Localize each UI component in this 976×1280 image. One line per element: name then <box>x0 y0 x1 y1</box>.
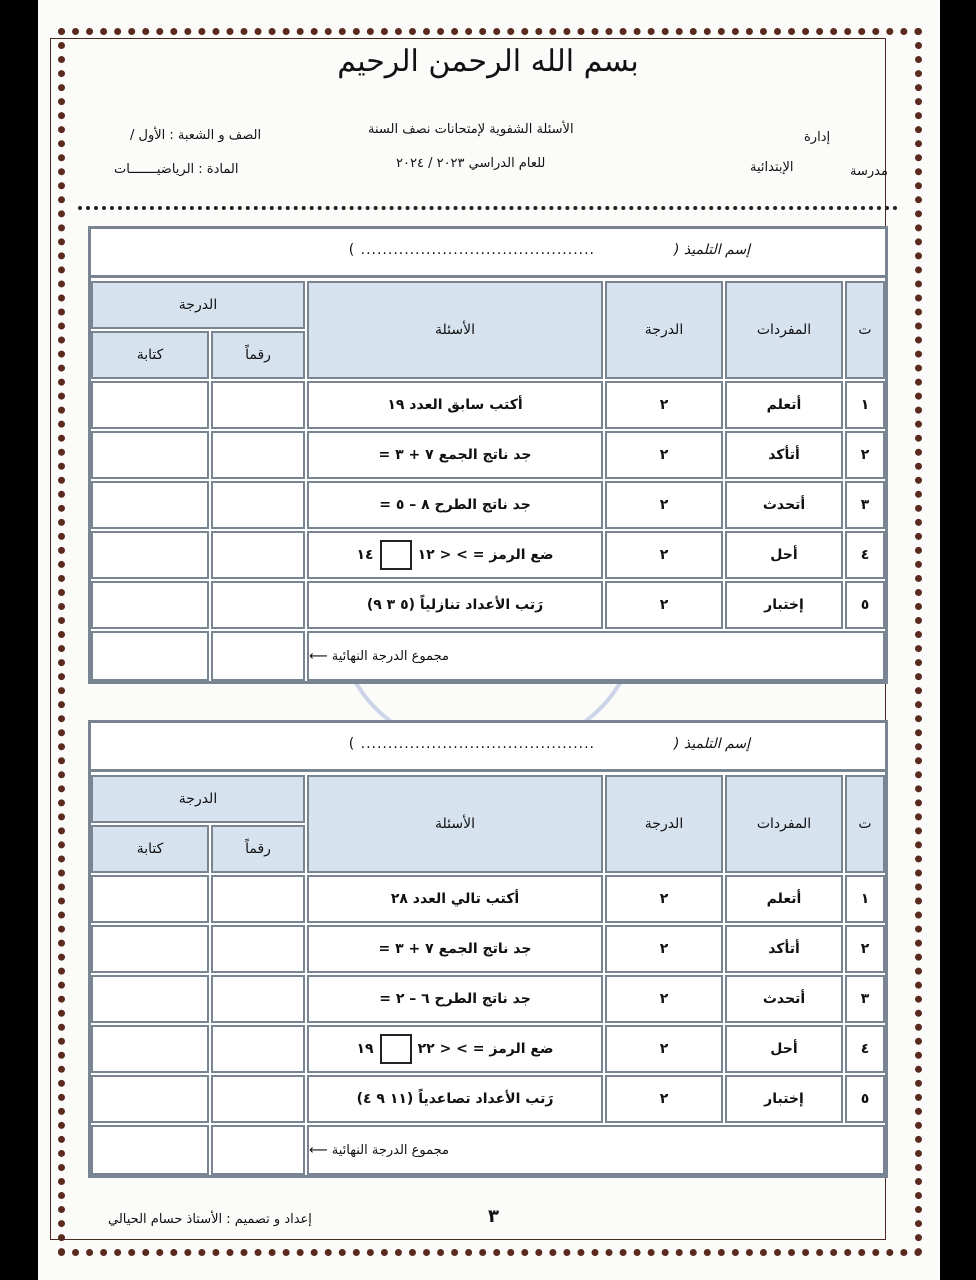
row-item: إختبار <box>725 581 843 629</box>
score-words-header: كتابة <box>91 331 209 379</box>
row-grade: ٢ <box>605 431 723 479</box>
subject-label: المادة : الرياضيـــــــات <box>114 162 239 177</box>
row-grade: ٢ <box>605 875 723 923</box>
question-number: ١٤ <box>356 547 374 563</box>
school-label: مدرسة <box>850 164 888 179</box>
questions-header: الأسئلة <box>307 281 603 379</box>
row-item: أحل <box>725 1025 843 1073</box>
row-item: أتأكد <box>725 431 843 479</box>
student-name-label: إسم التلميذ ( <box>674 736 750 752</box>
score-words-cell[interactable] <box>91 1075 209 1123</box>
row-number: ١ <box>845 875 885 923</box>
row-grade: ٢ <box>605 481 723 529</box>
question-text: ضع الرمز = > < ١٢ <box>417 547 554 563</box>
questions-header: الأسئلة <box>307 775 603 873</box>
answer-box[interactable] <box>380 1034 412 1064</box>
student-name-field[interactable]: ........................................... ) <box>348 736 595 752</box>
row-grade: ٢ <box>605 975 723 1023</box>
row-item: أتعلم <box>725 875 843 923</box>
student-name-field[interactable]: ........................................... ) <box>348 242 595 258</box>
row-question: جد ناتج الجمع ٧ + ٣ = <box>307 925 603 973</box>
student-name-row <box>91 229 885 278</box>
header-separator <box>78 206 898 210</box>
score-numbers-cell[interactable] <box>211 925 305 973</box>
seq-header: ت <box>845 281 885 379</box>
score-numbers-header: رقماً <box>211 331 305 379</box>
score-numbers-cell[interactable] <box>211 431 305 479</box>
row-item: إختبار <box>725 1075 843 1123</box>
score-numbers-cell[interactable] <box>211 481 305 529</box>
score-numbers-cell[interactable] <box>211 875 305 923</box>
row-number: ٣ <box>845 975 885 1023</box>
row-question: أكتب تالي العدد ٢٨ <box>307 875 603 923</box>
row-grade: ٢ <box>605 581 723 629</box>
score-words-cell[interactable] <box>91 481 209 529</box>
row-question <box>307 531 603 579</box>
row-grade: ٢ <box>605 381 723 429</box>
score-numbers-cell[interactable] <box>211 1025 305 1073</box>
items-header: المفردات <box>725 775 843 873</box>
school-type: الإبتدائية <box>750 160 794 175</box>
score-header: الدرجة <box>91 281 305 329</box>
row-question: جد ناتج الطرح ٨ – ٥ = <box>307 481 603 529</box>
student-name-label: إسم التلميذ ( <box>674 242 750 258</box>
score-numbers-cell[interactable] <box>211 1075 305 1123</box>
score-numbers-cell[interactable] <box>211 381 305 429</box>
row-grade: ٢ <box>605 531 723 579</box>
row-item: أتعلم <box>725 381 843 429</box>
score-words-cell[interactable] <box>91 925 209 973</box>
row-item: أتحدث <box>725 975 843 1023</box>
score-numbers-cell[interactable] <box>211 581 305 629</box>
score-words-cell[interactable] <box>91 431 209 479</box>
score-words-cell[interactable] <box>91 1025 209 1073</box>
answer-box[interactable] <box>380 540 412 570</box>
grade-header: الدرجة <box>605 775 723 873</box>
row-grade: ٢ <box>605 1025 723 1073</box>
row-item: أتأكد <box>725 925 843 973</box>
student-name-row <box>91 723 885 772</box>
row-number: ٣ <box>845 481 885 529</box>
question-number: ١٩ <box>356 1041 374 1057</box>
row-number: ٤ <box>845 531 885 579</box>
row-number: ١ <box>845 381 885 429</box>
score-numbers-cell[interactable] <box>211 531 305 579</box>
administration-label: إدارة <box>804 130 831 145</box>
row-question: أكتب سابق العدد ١٩ <box>307 381 603 429</box>
academic-year: للعام الدراسي ٢٠٢٣ / ٢٠٢٤ <box>396 156 546 171</box>
score-words-cell[interactable] <box>91 975 209 1023</box>
row-item: أتحدث <box>725 481 843 529</box>
score-words-cell[interactable] <box>91 581 209 629</box>
exam-title: الأسئلة الشفوية لإمتحانات نصف السنة <box>368 122 574 137</box>
score-header: الدرجة <box>91 775 305 823</box>
credit-line: إعداد و تصميم : الأستاذ حسام الحيالي <box>108 1212 312 1227</box>
total-numbers-cell[interactable] <box>211 1125 305 1175</box>
row-question: رَتب الأعداد تصاعدياً (١١ ٩ ٤) <box>307 1075 603 1123</box>
exam-sheet-2 <box>88 720 888 1178</box>
row-number: ٤ <box>845 1025 885 1073</box>
score-words-cell[interactable] <box>91 381 209 429</box>
score-numbers-cell[interactable] <box>211 975 305 1023</box>
total-words-cell[interactable] <box>91 631 209 681</box>
row-grade: ٢ <box>605 925 723 973</box>
bismillah-heading: بسم الله الرحمن الرحيم <box>337 44 639 79</box>
row-question: جد ناتج الطرح ٦ – ٢ = <box>307 975 603 1023</box>
items-header: المفردات <box>725 281 843 379</box>
total-label: مجموع الدرجة النهائية ⟵ <box>307 1125 885 1175</box>
page-number: ٣ <box>488 1206 499 1227</box>
score-words-header: كتابة <box>91 825 209 873</box>
row-item: أحل <box>725 531 843 579</box>
grade-header: الدرجة <box>605 281 723 379</box>
exam-paper <box>38 0 940 1280</box>
total-numbers-cell[interactable] <box>211 631 305 681</box>
row-number: ٥ <box>845 581 885 629</box>
total-words-cell[interactable] <box>91 1125 209 1175</box>
score-words-cell[interactable] <box>91 531 209 579</box>
row-question: رَتب الأعداد تنازلياً (٥ ٣ ٩) <box>307 581 603 629</box>
exam-sheet-1 <box>88 226 888 684</box>
row-number: ٢ <box>845 925 885 973</box>
row-question <box>307 1025 603 1073</box>
row-grade: ٢ <box>605 1075 723 1123</box>
score-numbers-header: رقماً <box>211 825 305 873</box>
question-text: ضع الرمز = > < ٢٢ <box>417 1041 554 1057</box>
row-question: جد ناتج الجمع ٧ + ٣ = <box>307 431 603 479</box>
row-number: ٢ <box>845 431 885 479</box>
score-words-cell[interactable] <box>91 875 209 923</box>
total-label: مجموع الدرجة النهائية ⟵ <box>307 631 885 681</box>
class-section: الصف و الشعبة : الأول / <box>130 128 262 143</box>
seq-header: ت <box>845 775 885 873</box>
row-number: ٥ <box>845 1075 885 1123</box>
